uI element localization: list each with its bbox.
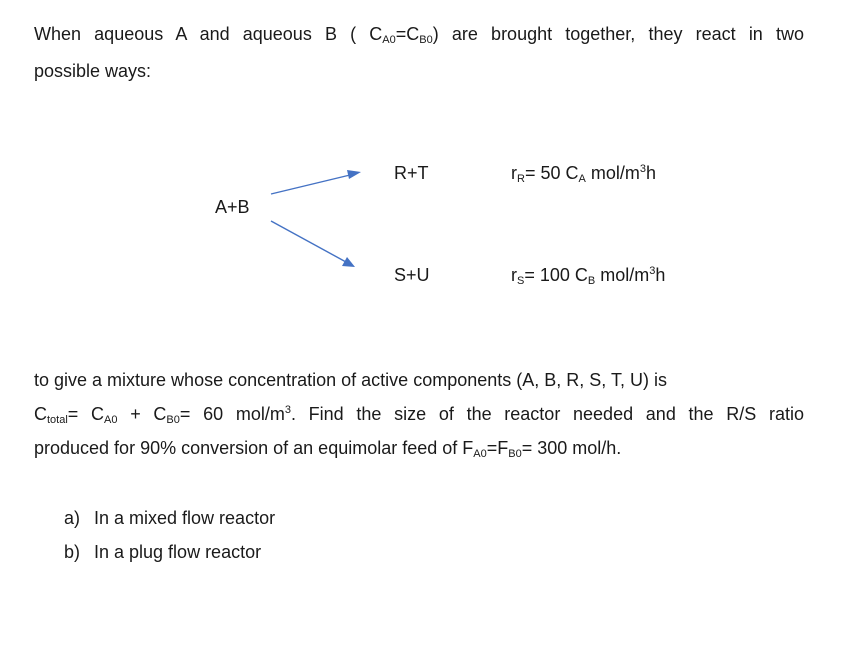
body-line-1: to give a mixture whose concentration of active components (A, B, R, S, T, U) is [34,370,667,390]
part-a [64,507,275,529]
rate-equation-s: $r_S= 100$ $C_B$ mol/$m^3h$ [511,265,666,287]
part-a-marker: a) [64,508,81,528]
intro-line-1: When aqueous A and aqueous B ( $C_{A0}=C_{B0}$) are brought together, they react in two [34,24,804,46]
body-line-2: $C_{total}= C_{A0} + C_{B0}= 60$ mol/$m^3$. Find the size of the reactor needed and the R/S ratio [34,404,804,426]
body-line-3: produced for 90% conversion of an equimolar feed of $F_{A0}=F_{B0}= 300$ mol/h. [34,438,622,460]
product-2-label: S+U [394,265,430,285]
part-a-text: In a mixed flow reactor [94,508,276,528]
arrow-to-product-2 [271,221,346,262]
part-b [64,541,261,563]
reactant-label: A+B [215,197,250,217]
intro-line-2: possible ways: [34,61,152,81]
arrow-to-product-1 [271,175,350,194]
arrowhead-2 [342,257,355,267]
arrowhead-1 [347,170,361,179]
part-b-marker: b) [64,542,81,562]
part-b-text: In a plug flow reactor [94,542,262,562]
product-1-label: R+T [394,163,429,183]
rate-equation-r: $r_R= 50$ $C_A$ mol/$m^3h$ [511,163,656,185]
